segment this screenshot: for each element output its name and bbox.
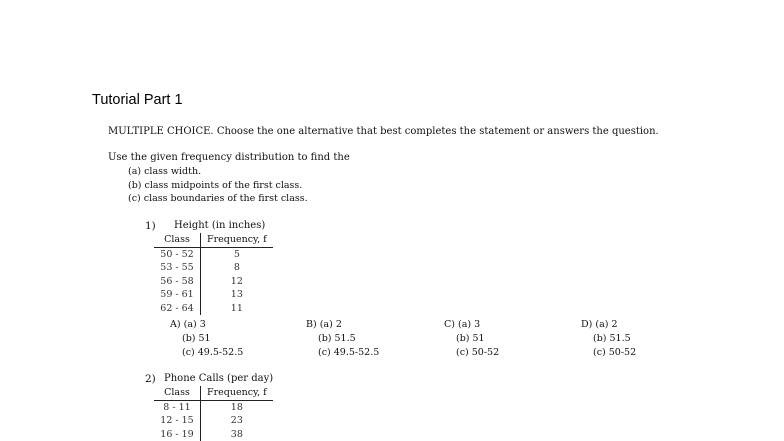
option-letter: D) — [581, 319, 593, 330]
option-part-b: (b) 51.5 — [593, 333, 631, 344]
class-cell: 53 - 55 — [154, 261, 201, 275]
table-row — [154, 247, 273, 261]
frequency-cell: 11 — [230, 302, 243, 314]
table-row — [154, 414, 273, 428]
option-part-b: (b) 51 — [456, 333, 485, 344]
question-2-number: 2) — [145, 373, 156, 385]
subpart-b: (b) class midpoints of the first class. — [128, 180, 303, 191]
option-part-b: (b) 51 — [182, 333, 211, 344]
table-row — [154, 428, 273, 441]
option-letter: C) — [444, 319, 455, 330]
option-letter: B) — [306, 319, 317, 330]
column-header-frequency: Frequency, f — [201, 386, 273, 400]
table-row — [154, 400, 273, 414]
table-header-row — [154, 233, 273, 247]
table-row — [154, 261, 273, 275]
instructions-lead: MULTIPLE CHOICE. — [108, 126, 214, 137]
option-b[interactable] — [306, 318, 379, 360]
question-1-frequency-table — [154, 233, 273, 315]
column-header-class: Class — [154, 386, 201, 400]
frequency-cell: 18 — [230, 401, 243, 413]
option-part-c: (c) 50-52 — [593, 347, 637, 358]
class-cell: 50 - 52 — [154, 247, 201, 261]
instructions — [108, 126, 659, 137]
option-a[interactable] — [170, 318, 243, 360]
frequency-cell: 5 — [233, 248, 240, 260]
table-header-row — [154, 386, 273, 400]
instructions-text: Choose the one alternative that best completes the statement or answers the question. — [216, 126, 659, 137]
column-header-class: Class — [154, 233, 201, 247]
option-part-b: (b) 51.5 — [318, 333, 356, 344]
subpart-c: (c) class boundaries of the first class. — [128, 193, 308, 202]
option-part-a: (a) 3 — [183, 319, 206, 330]
class-cell: 62 - 64 — [154, 302, 201, 316]
option-d[interactable] — [581, 318, 636, 360]
table-row — [154, 302, 273, 316]
frequency-cell: 23 — [230, 415, 243, 426]
question-2-table-title: Phone Calls (per day) — [164, 373, 274, 384]
option-part-a: (a) 2 — [595, 319, 618, 330]
class-cell: 59 - 61 — [154, 288, 201, 302]
frequency-cell: 12 — [230, 275, 243, 287]
frequency-cell: 8 — [233, 262, 240, 273]
option-part-a: (a) 3 — [458, 319, 481, 330]
frequency-cell: 13 — [230, 289, 243, 300]
intro-text: Use the given frequency distribution to find the — [108, 152, 350, 163]
table-row — [154, 288, 273, 302]
class-cell: 56 - 58 — [154, 275, 201, 289]
question-1-table-title: Height (in inches) — [174, 220, 266, 231]
page-title: Tutorial Part 1 — [92, 92, 183, 108]
table-row — [154, 275, 273, 289]
frequency-cell: 38 — [230, 428, 243, 440]
question-1-number: 1) — [145, 220, 156, 232]
subpart-a: (a) class width. — [128, 166, 202, 177]
option-letter: A) — [170, 319, 181, 330]
question-2-frequency-table — [154, 386, 273, 441]
option-c[interactable] — [444, 318, 499, 360]
option-part-c: (c) 50-52 — [456, 347, 500, 358]
class-cell: 8 - 11 — [154, 400, 201, 414]
option-part-c: (c) 49.5-52.5 — [182, 347, 244, 358]
class-cell: 12 - 15 — [154, 414, 201, 428]
column-header-frequency: Frequency, f — [201, 233, 273, 247]
option-part-c: (c) 49.5-52.5 — [318, 347, 380, 358]
option-part-a: (a) 2 — [319, 319, 342, 330]
class-cell: 16 - 19 — [154, 428, 201, 441]
